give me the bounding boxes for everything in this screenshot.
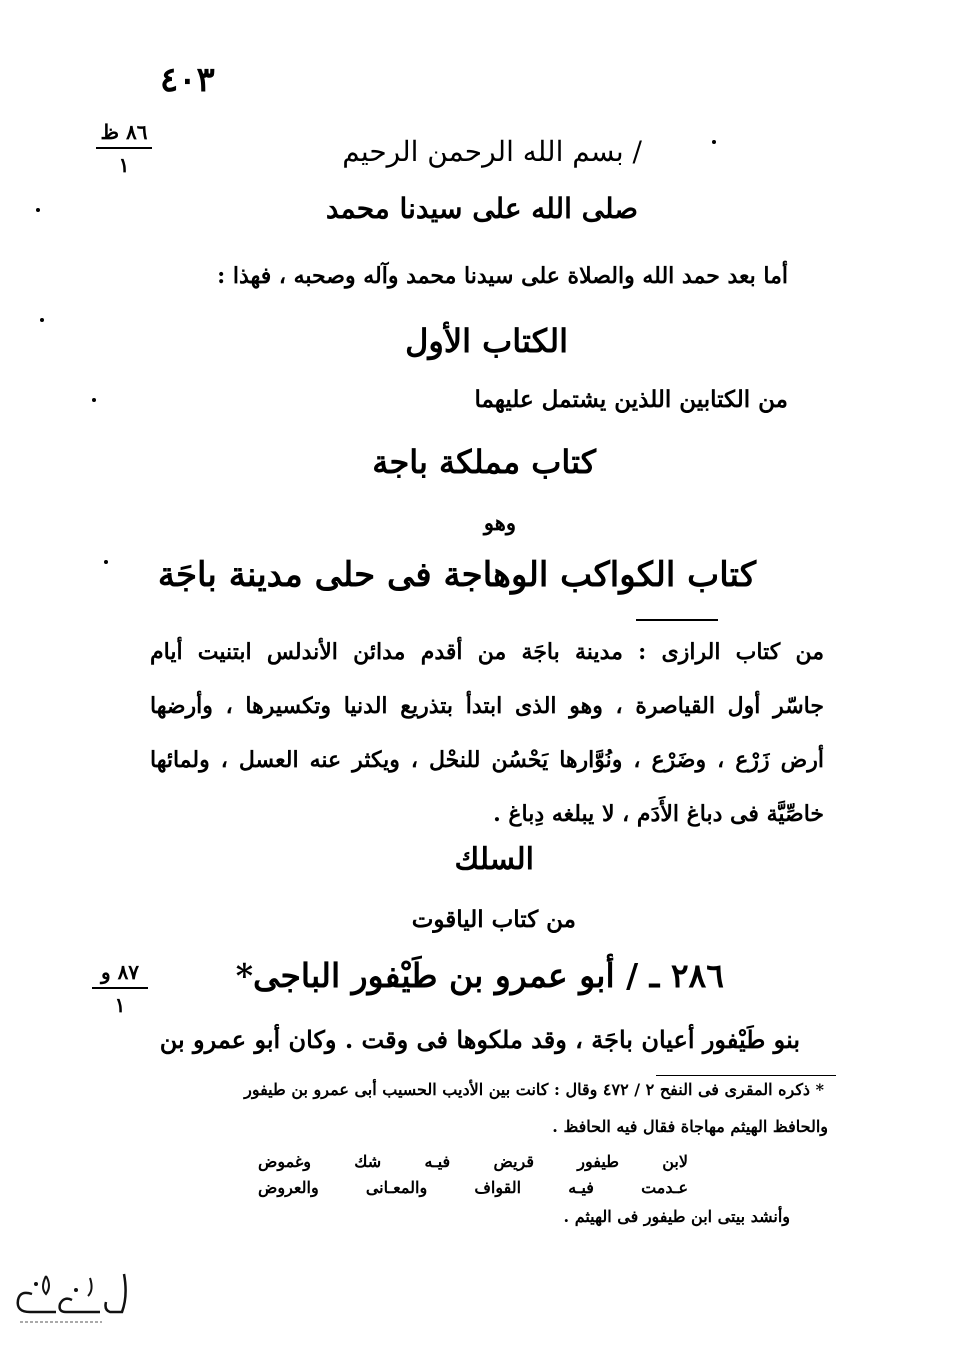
kingdom-title: كتاب مملكة باجة <box>372 443 596 481</box>
margin-folio-reference <box>92 962 148 1015</box>
folio-sub-number: ١ <box>118 153 130 177</box>
entry-text: بنو طَيْفور أعيان باجَة ، وقد ملكوها فى وقت . وكان أبو عمرو بن <box>159 1025 800 1054</box>
section-source: من كتاب الياقوت <box>411 906 576 933</box>
verse-word: عـدمت <box>641 1178 688 1197</box>
print-speck <box>712 140 716 144</box>
book-one-heading: الكتاب الأول <box>405 322 568 360</box>
margin-folio-reference <box>96 122 152 175</box>
footnote-line: والحافظ الهيثم مهاجاة فقال فيه الحافظ . <box>552 1117 828 1136</box>
folio-number: ٨٦ ظ <box>100 120 148 144</box>
verse-word: وغموض <box>258 1152 311 1171</box>
paragraph-line: جاسّر أول القياصرة ، وهو الذى ابتدأ بتذريع الدنيا وتكسيرها ، وأرضها <box>150 693 824 719</box>
folio-sub-number: ١ <box>114 993 126 1017</box>
verse-word: قريض <box>493 1152 535 1171</box>
verse-word: القواف <box>474 1178 522 1197</box>
footnote-line: * ذكره المقرى فى النفح ٢ / ٤٧٢ وقال : كانت بين الأديب الحسيب أبى عمرو بن طيفور <box>244 1080 824 1099</box>
footnote-verse <box>258 1178 688 1197</box>
verse-word: شك <box>354 1152 382 1171</box>
paragraph-line: أرض زَرْع ، وضَرْع ، ونُوَّارها يَحْسُن للنحْل ، ويكثر عنه العسل ، ولمائها <box>150 747 824 773</box>
and-it-is-line: وهو <box>483 510 516 535</box>
basmala: / بسم الله الرحمن الرحيم <box>342 135 642 168</box>
footnote-verse <box>258 1152 688 1171</box>
paragraph-line: خاصِّيَّة فى دباغ الأَدَم ، لا يبلغه دِباغ . <box>493 801 824 827</box>
library-stamp-logo <box>6 1266 136 1328</box>
section-title: السلك <box>454 842 534 877</box>
print-speck <box>92 398 96 402</box>
verse-word: فيـه <box>424 1152 451 1171</box>
intro-line: أما بعد حمد الله والصلاة على سيدنا محمد وآله وصحبه ، فهذا : <box>217 263 788 289</box>
footnote-line: وأنشد بيتى ابن طيفور فى الهيثم . <box>563 1207 790 1226</box>
footnote-divider <box>656 1075 836 1076</box>
print-speck <box>40 318 44 322</box>
salawat-line: صلى الله على سيدنا محمد <box>325 192 638 225</box>
razi-paragraph <box>150 627 824 843</box>
verse-word: والعروض <box>258 1178 319 1197</box>
verse-word: لابن <box>662 1152 688 1171</box>
verse-word: فيـه <box>568 1178 594 1197</box>
verse-word: والمعـانى <box>365 1178 428 1197</box>
folio-number: ٨٧ و <box>100 960 140 984</box>
print-speck <box>36 208 40 212</box>
of-two-books-line: من الكتابين اللذين يشتمل عليهما <box>474 386 788 413</box>
print-speck <box>104 560 108 564</box>
folio-divider <box>92 987 148 989</box>
title-divider <box>636 619 718 621</box>
verse-word: طيفور <box>577 1152 619 1171</box>
entry-heading: ٢٨٦ ـ / أبو عمرو بن طَيْفور الباجى* <box>235 956 724 995</box>
page-number: ٤٠٣ <box>160 60 215 100</box>
full-book-title: كتاب الكواكب الوهاجة فى حلى مدينة باجَة <box>157 555 756 595</box>
paragraph-line: من كتاب الرازى : مدينة باجَة من أقدم مدائن الأندلس ابتنيت أيام <box>150 639 824 665</box>
folio-divider <box>96 147 152 149</box>
